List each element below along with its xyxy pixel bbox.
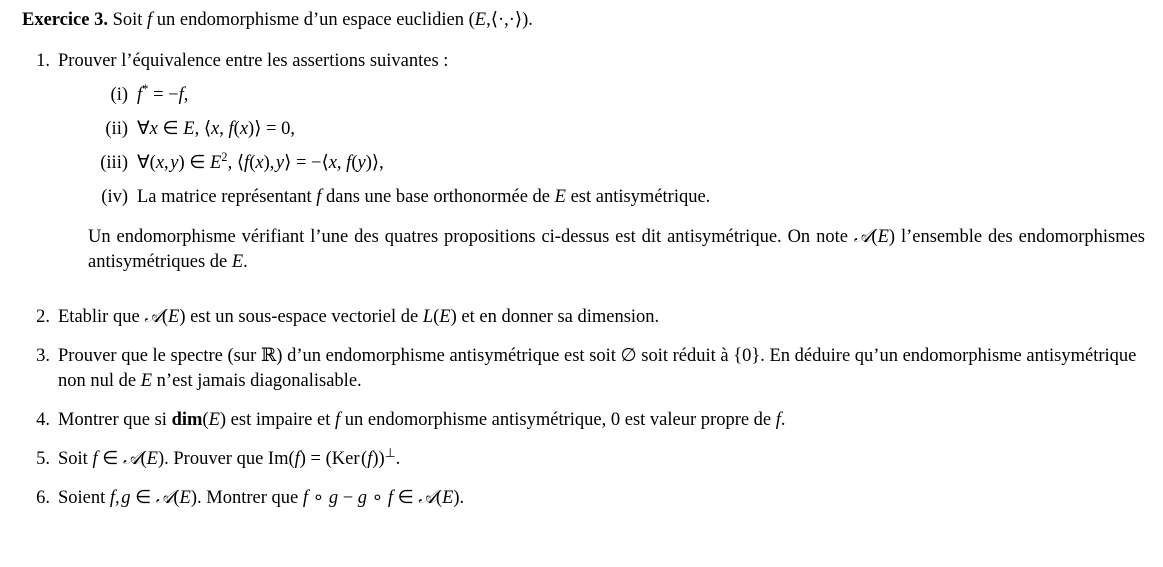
- item-text: Soient f, g ∈ 𝒜(E). Montrer que f ∘ g − g ∘ f ∈ 𝒜(E).: [58, 487, 465, 508]
- item-text: Prouver l’équivalence entre les assertions suivantes :: [58, 50, 449, 71]
- sublist-item-number: (iii): [100, 152, 128, 173]
- sublist-item: [58, 185, 1145, 210]
- list-item: [22, 49, 1145, 291]
- item-text: Etablir que 𝒜(E) est un sous-espace vectoriel de L(E) et en donner sa dimension.: [58, 306, 660, 327]
- item-text: Prouver que le spectre (sur ℝ) d’un endomorphisme antisymétrique est soit ∅ soit réduit à {0}. En déduire qu’un endomorphisme antisymétrique non nul de E n’est jamais diagonalisable.: [58, 344, 1137, 391]
- list-item: [22, 305, 1145, 330]
- item-number: 1.: [36, 50, 50, 71]
- exercise-title: Exercice 3.: [22, 10, 108, 30]
- item-text: Soit f ∈ 𝒜(E). Prouver que Im(f) = (Ker (f))⊥.: [58, 445, 401, 469]
- item-paragraph: Un endomorphisme vérifiant l’une des quatres propositions ci-dessus est dit antisymétrique. On note 𝒜(E) l’ensemble des endomorphismes antisymétriques de E.: [88, 226, 1146, 272]
- item-number: 4.: [36, 409, 50, 430]
- sublist-item-text: ∀(x, y) ∈ $E^2$, ⟨f(x), y⟩ = −⟨x, f(y)⟩,: [137, 149, 384, 173]
- item-number: 6.: [36, 487, 50, 508]
- list-item: [22, 408, 1145, 433]
- sublist-item: [58, 117, 1145, 142]
- list-item: [22, 486, 1145, 511]
- sublist-item: [58, 151, 1145, 176]
- sublist: [58, 83, 1145, 210]
- sublist-item: [58, 83, 1145, 108]
- item-number: 3.: [36, 345, 50, 366]
- exercise-statement: Soit f un endomorphisme d’un espace euclidien (E,⟨·,·⟩).: [112, 10, 533, 30]
- list-item: [22, 344, 1145, 394]
- item-body: [58, 49, 1145, 291]
- sublist-item-number: (ii): [105, 118, 128, 139]
- sublist-item-text: La matrice représentant f dans une base orthonormée de E est antisymétrique.: [137, 186, 711, 207]
- item-number: 5.: [36, 448, 50, 469]
- item-number: 2.: [36, 306, 50, 327]
- item-text: Montrer que si dim(E) est impaire et f un endomorphisme antisymétrique, 0 est valeur propre de f.: [58, 409, 786, 430]
- sublist-item-text: f* = −f,: [137, 81, 189, 105]
- exercise-heading: [22, 8, 1145, 33]
- list-item: [22, 447, 1145, 472]
- sublist-item-number: (iv): [101, 186, 128, 207]
- sublist-item-number: (i): [110, 84, 128, 105]
- sublist-item-text: ∀x ∈ E, ⟨x, f(x)⟩ = 0,: [137, 118, 295, 139]
